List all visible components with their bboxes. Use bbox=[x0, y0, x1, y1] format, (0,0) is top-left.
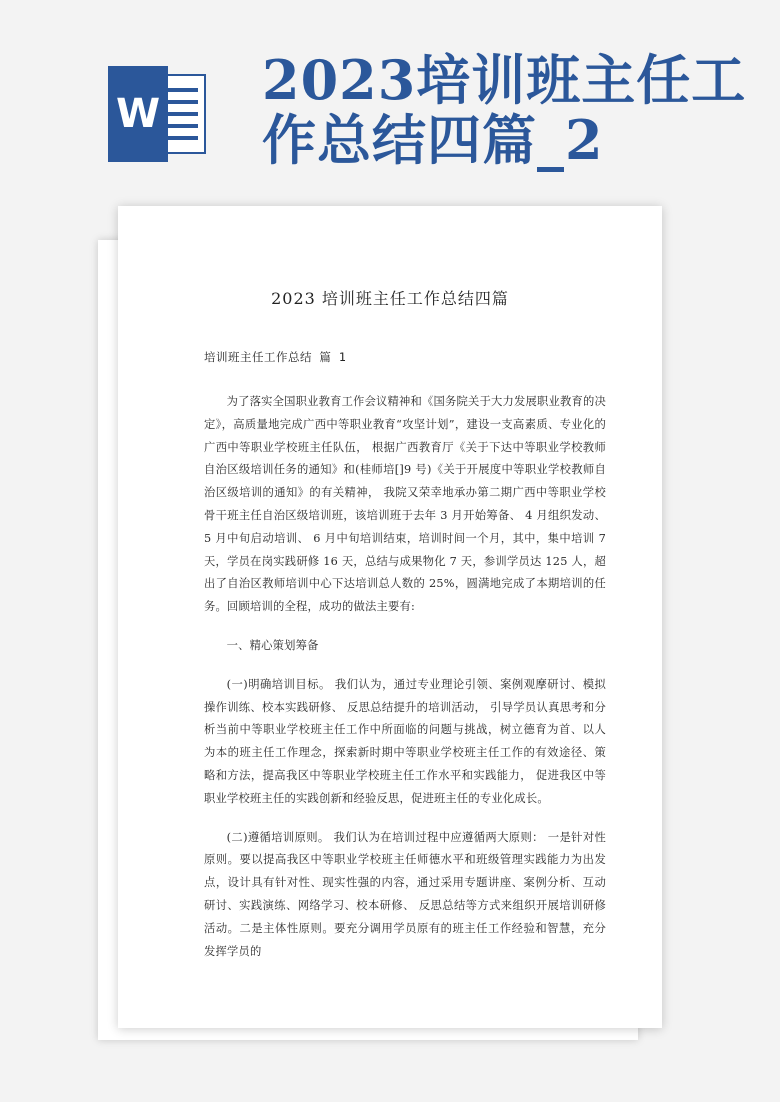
header bbox=[0, 0, 780, 200]
page-title: 2023培训班主任工作总结四篇_2 bbox=[262, 48, 747, 172]
paragraph: 为了落实全国职业教育工作会议精神和《国务院关于大力发展职业教育的决定》，高质量地完成广西中等职业教育“攻坚计划”，建设一支高素质、专业化的广西中等职业学校班主任队伍， 根据广西教育厅《关于下达中等职业学校教师自治区级培训任务的通知》和(桂师培[]9 号)《关于开展度中等职业学校教师自治区级培训的通知》的有关精神， 我院又荣幸地承办第二期广西中等职业学校骨干班主任自治区级培训班，该培训班于去年 3 月开始筹备、 4 月组织发动、 5 月中旬启动培训、 6 月中旬培训结束，培训时间一个月，其中，集中培训 7 天，学员在岗实践研修 16 天，总结与成果物化 7 天，参训学员达 125 人，超出了自治区教师培训中心下达培训总人数的 25%，圆满地完成了本期培训的任务。回顾培训的全程，成功的做法主要有: bbox=[204, 395, 606, 614]
section-title: 培训班主任工作总结 篇 1 bbox=[204, 350, 347, 364]
word-logo-letter: W bbox=[108, 66, 168, 162]
paragraph: (一)明确培训目标。 我们认为，通过专业理论引领、案例观摩研讨、模拟操作训练、校本实践研修、 反思总结提升的培训活动， 引导学员认真思考和分析当前中等职业学校班主任工作中所面临的问题与挑战，树立德育为首、以人为本的班主任工作理念，探索新时期中等职业学校班主任工作的有效途径、策略和方法，提高我区中等职业学校班主任工作水平和实践能力， 促进我区中等职业学校班主任的实践创新和经验反思，促进班主任的专业化成长。 bbox=[204, 677, 606, 805]
paragraph-heading: 一、精心策划筹备 bbox=[226, 638, 319, 652]
word-document-icon bbox=[108, 66, 208, 162]
paragraph: (二)遵循培训原则。 我们认为在培训过程中应遵循两大原则： 一是针对性原则。要以提高我区中等职业学校班主任师德水平和班级管理实践能力为出发点，设计具有针对性、现实性强的内容，通过采用专题讲座、案例分析、互动研讨、实践演练、网络学习、校本研修、 反思总结等方式来组织开展培训研修活动。二是主体性原则。要充分调用学员原有的班主任工作经验和智慧，充分发挥学员的 bbox=[204, 830, 606, 958]
document-title: 2023 培训班主任工作总结四篇 bbox=[271, 289, 509, 308]
document-page bbox=[118, 206, 662, 1028]
